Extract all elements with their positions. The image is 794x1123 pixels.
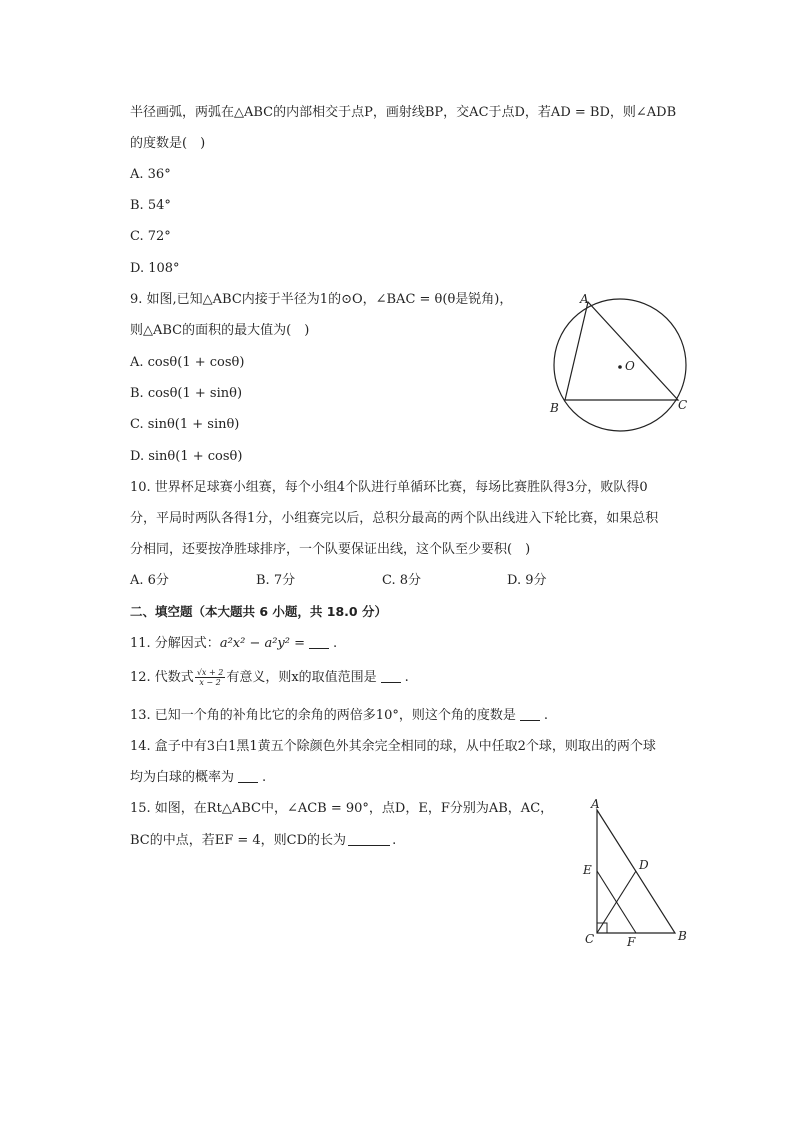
q14-line2-row	[130, 769, 266, 787]
q11-expression: a²x² − a²y² =	[219, 636, 306, 651]
label-d: D	[639, 858, 649, 872]
q15-line1: 15. 如图，在Rt△ABC中，∠ACB = 90°，点D，E，F分别为AB，AC，	[130, 801, 554, 816]
q9-option-c: C. sinθ(1 + sinθ)	[130, 417, 240, 432]
q8-line1: 半径画弧，两弧在△ABC的内部相交于点P，画射线BP，交AC于点D，若AD = BD，则∠ADB	[130, 105, 677, 120]
q10-option-d: D. 9分	[507, 573, 547, 588]
q12-denominator: x − 2	[199, 678, 221, 687]
q8-option-a: A. 36°	[130, 167, 171, 182]
label-a: A	[591, 797, 600, 811]
q10-option-a: A. 6分	[130, 573, 169, 588]
q14-answer-blank[interactable]	[238, 770, 258, 783]
q12-prefix: 12. 代数式	[130, 670, 194, 685]
label-c: C	[678, 398, 688, 412]
label-b: B	[678, 929, 687, 943]
q11-prefix: 11. 分解因式：	[130, 636, 220, 651]
q15-line2-row	[130, 832, 396, 850]
triangle-abc	[565, 302, 678, 400]
q15-figure	[575, 795, 695, 950]
q8-option-b: B. 54°	[130, 198, 171, 213]
q12-answer-blank[interactable]	[381, 670, 401, 683]
label-e: E	[583, 863, 592, 877]
q13-text: 13. 已知一个角的补角比它的余角的两倍多10°，则这个角的度数是	[130, 708, 516, 723]
q9-option-b: B. cosθ(1 + sinθ)	[130, 386, 243, 401]
q12-suffix: 有意义，则x的取值范围是	[226, 670, 377, 685]
q12-period: .	[404, 670, 409, 685]
q9-option-d: D. sinθ(1 + cosθ)	[130, 449, 243, 464]
q13-answer-blank[interactable]	[520, 708, 540, 721]
q8-option-c: C. 72°	[130, 229, 171, 244]
section-2-heading: 二、填空题（本大题共 6 小题，共 18.0 分）	[130, 604, 387, 619]
q9-line2: 则△ABC的面积的最大值为( )	[130, 323, 310, 338]
q14-line1: 14. 盒子中有3白1黑1黄五个除颜色外其余完全相同的球，从中任取2个球，则取出的两个球	[130, 739, 656, 754]
label-o: O	[625, 359, 635, 373]
q12-numerator: √x + 2	[196, 668, 224, 677]
q10-line3: 分相同，还要按净胜球排序，一个队要保证出线，这个队至少要积( )	[130, 542, 531, 557]
q11-answer-blank[interactable]	[309, 636, 329, 649]
center-dot	[618, 365, 622, 369]
q8-line2: 的度数是( )	[130, 136, 206, 151]
label-b: B	[550, 401, 559, 415]
q10-option-b: B. 7分	[256, 573, 296, 588]
label-c: C	[585, 932, 595, 946]
q15-line2: BC的中点，若EF = 4，则CD的长为	[130, 833, 347, 848]
label-a: A	[580, 292, 589, 306]
q9-line1: 9. 如图,已知△ABC内接于半径为1的⊙O，∠BAC = θ(θ是锐角)，	[130, 292, 513, 307]
q10-line2: 分，平局时两队各得1分，小组赛完以后，总积分最高的两个队出线进入下轮比赛，如果总积	[130, 511, 659, 526]
q9-option-a: A. cosθ(1 + cosθ)	[130, 355, 245, 370]
q10-line1: 10. 世界杯足球赛小组赛，每个小组4个队进行单循环比赛，每场比赛胜队得3分，败队得0	[130, 480, 648, 495]
q14-line2: 均为白球的概率为	[130, 770, 235, 785]
q15-period: .	[392, 833, 397, 848]
q11	[130, 635, 337, 653]
q10-option-c: C. 8分	[382, 573, 422, 588]
q14-period: .	[262, 770, 267, 785]
q13	[130, 707, 548, 725]
q12	[130, 668, 409, 687]
q8-option-d: D. 108°	[130, 261, 180, 276]
q12-fraction	[195, 668, 226, 687]
label-f: F	[627, 935, 636, 949]
q11-period: .	[333, 636, 338, 651]
q13-period: .	[543, 708, 548, 723]
q9-figure	[540, 290, 700, 440]
q15-answer-blank[interactable]	[348, 833, 390, 846]
